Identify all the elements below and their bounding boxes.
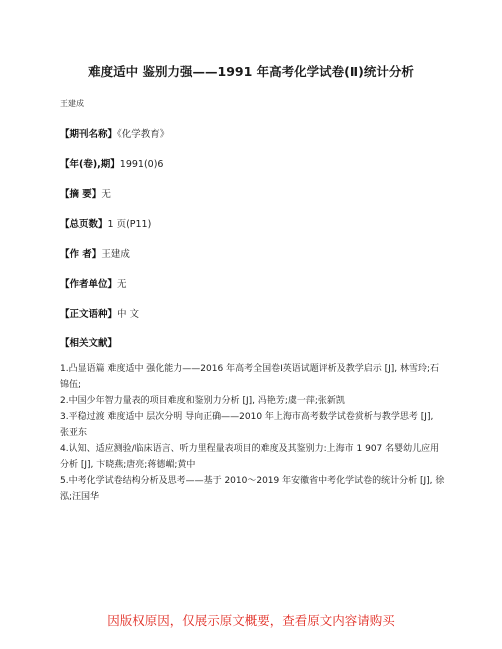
field-abstract bbox=[60, 186, 111, 200]
reference-item[interactable]: 1.凸显语篇 难度适中 强化能力——2016 年高考全国卷Ⅰ英语试题评析及教学启示 [J], 林雪玲;石锦伍; bbox=[60, 364, 440, 390]
reference-item[interactable]: 3.平稳过渡 难度适中 层次分明 导向正确——2010 年上海市高考数学试卷赏析与教学思考 [J], 张亚东 bbox=[60, 412, 434, 438]
field-value: 1991(0)6 bbox=[119, 159, 164, 170]
field-value: 《化学教育》 bbox=[117, 129, 170, 140]
field-label: 【年(卷),期】 bbox=[60, 159, 120, 170]
field-label: 【总页数】 bbox=[60, 219, 108, 230]
field-label: 【正文语种】 bbox=[60, 309, 118, 320]
field-label: 【作者单位】 bbox=[60, 279, 118, 290]
references-heading: 【相关文献】 bbox=[60, 338, 118, 349]
field-value: 无 bbox=[101, 189, 111, 200]
field-total-pages bbox=[60, 216, 151, 230]
author-line: 王建成 bbox=[60, 99, 84, 108]
references-list bbox=[60, 361, 445, 505]
field-value: 王建成 bbox=[101, 249, 130, 260]
field-author bbox=[60, 246, 130, 260]
field-value: 1 页(P11) bbox=[107, 219, 152, 230]
field-label: 【摘 要】 bbox=[60, 189, 102, 200]
field-journal-name bbox=[60, 126, 169, 140]
reference-item[interactable]: 5.中考化学试卷结构分析及思考——基于 2010～2019 年安徽省中考化学试卷的统计分析 [J], 徐泓;汪国华 bbox=[60, 476, 445, 502]
field-text-language bbox=[60, 306, 139, 320]
field-year-volume-issue bbox=[60, 156, 163, 170]
field-author-affiliation bbox=[60, 276, 127, 290]
field-label: 【作 者】 bbox=[60, 249, 102, 260]
reference-item[interactable]: 2.中国少年智力量表的项目难度和鉴别力分析 [J], 冯艳芳;虞一萍;张新凯 bbox=[60, 396, 345, 406]
field-value: 无 bbox=[117, 279, 127, 290]
document-title: 难度适中 鉴别力强——1991 年高考化学试卷(Ⅱ)统计分析 bbox=[88, 64, 414, 79]
field-label: 【期刊名称】 bbox=[60, 129, 118, 140]
copyright-notice[interactable]: 因版权原因，仅展示原文概要，查看原文内容请购买 bbox=[107, 613, 395, 628]
field-value: 中 文 bbox=[117, 309, 140, 320]
reference-item[interactable]: 4.认知、适应测验/临床语言、听力里程量表项目的难度及其鉴别力:上海市 1 907 名婴幼儿应用分析 [J], 卞晓燕;唐亮;蒋德嵋;黄中 bbox=[60, 444, 440, 470]
